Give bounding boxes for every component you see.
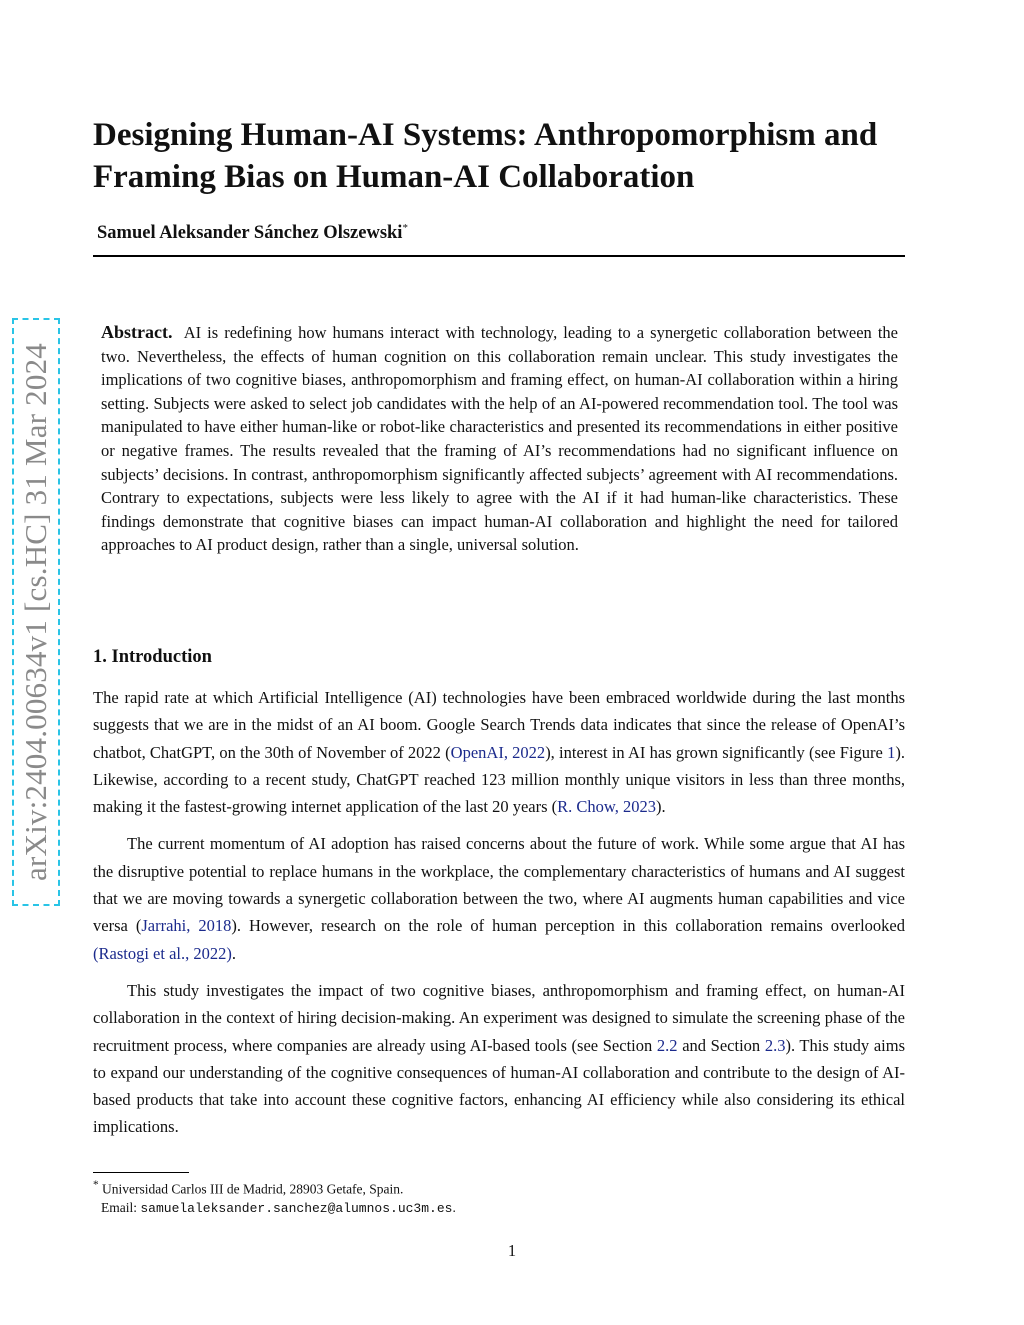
p1-text-c: ). Likewise, according to a recent study, ChatGPT reached 123 million monthly unique visitors in less than three months, making it the fastest-growing internet application of the last 20 years ( [93,742,905,817]
section-heading: 1. Introduction [93,647,212,667]
footnote [93,1176,456,1218]
author-footnote-mark: * [402,222,408,234]
footnote-affiliation: Universidad Carlos III de Madrid, 28903 Getafe, Spain. [102,1181,404,1197]
citation-jarrahi[interactable]: Jarrahi, 2018 [141,916,232,936]
figure-ref[interactable]: 1 [887,742,896,762]
title-rule [93,255,905,257]
paragraph-1 [93,684,905,820]
p2-text-b: ). However, research on the role of human perception in this collaboration remains overlooked [231,916,905,936]
arxiv-id: arXiv:2404.00634v1 [cs.HC] 31 Mar 2024 [18,343,53,881]
footnote-email-end: . [452,1199,456,1215]
citation-openai[interactable]: OpenAI, 2022 [450,742,546,762]
paper-title: Designing Human-AI Systems: Anthropomorphism and Framing Bias on Human-AI Collaboration [93,117,878,195]
page-number: 1 [507,1241,517,1260]
section-body [93,684,905,1151]
footnote-email[interactable]: samuelaleksander.sanchez@alumnos.uc3m.es [140,1200,453,1216]
footnote-rule [93,1172,189,1173]
abstract-text: AI is redefining how humans interact with technology, leading to a synergetic collaboration between the two. Nevertheless, the effects of human cognition on this collaboration remain unclear. This study investigates the implications of two cognitive biases, anthropomorphism and framing effect, on human-AI collaboration within a hiring setting. Subjects were asked to select job candidates with the help of an AI-powered recommendation tool. The tool was manipulated to have either human-like or robot-like characteristics and presented its recommendations in either positive or negative frames. The results revealed that the framing of AI’s recommendations had no significant influence on subjects’ decisions. In contrast, anthropomorphism significantly affected subjects’ agreement with AI recommendations. Contrary to expectations, subjects were less likely to agree with the AI if it had human-like characteristics. These findings demonstrate that cognitive biases can impact human-AI collaboration and highlight the need for tailored approaches to AI product design, rather than a single, universal solution. [101,323,898,555]
footnote-email-line [93,1199,456,1218]
citation-rastogi[interactable]: (Rastogi et al., 2022) [93,943,232,963]
abstract [101,321,898,557]
p3-text-a: This study investigates the impact of two cognitive biases, anthropomorphism and framing effect, on human-AI collaboration in the context of hiring decision-making. An experiment was designed to simulate the screening phase of the recruitment process, where companies are already using AI-based tools (see Section [93,980,905,1055]
abstract-label: Abstract. [101,322,173,342]
p1-text-a: The rapid rate at which Artificial Intelligence (AI) technologies have been embraced worldwide during the last months suggests that we are in the midst of an AI boom. Google Search Trends data indicates that since the release of OpenAI’s chatbot, ChatGPT, on the 30th of November of 2022 ( [93,688,905,762]
section-ref-2-2[interactable]: 2.2 [656,1035,678,1055]
footnote-email-label: Email: [101,1199,137,1215]
author-name: Samuel Aleksander Sánchez Olszewski [97,223,403,244]
paragraph-2 [93,830,905,966]
p1-text-b: ), interest in AI has grown significantly (see Figure [545,742,888,762]
arxiv-stamp [12,318,60,906]
p1-text-d: ). [656,797,666,817]
paragraph-3 [93,977,905,1141]
section-ref-2-3[interactable]: 2.3 [764,1035,786,1055]
p3-text-b: and Section [677,1035,765,1055]
footnote-mark: * [93,1179,99,1191]
citation-chow[interactable]: R. Chow, 2023 [557,797,657,817]
p3-text-c: ). This study aims to expand our understanding of the cognitive consequences of human-AI collaboration and contribute to the design of AI-based products that take into account these cognitive factors, enhancing AI efficiency while also considering its ethical implications. [93,1035,905,1137]
author [97,222,408,244]
p2-text-c: . [231,943,236,963]
p2-text-a: The current momentum of AI adoption has raised concerns about the future of work. While some argue that AI has the disruptive potential to replace humans in the workplace, the complementary characteristics of humans and AI suggest that we are moving towards a synergetic collaboration between the two, where AI augments human capabilities and vice versa ( [93,834,905,936]
footnote-affiliation-line [93,1176,456,1199]
